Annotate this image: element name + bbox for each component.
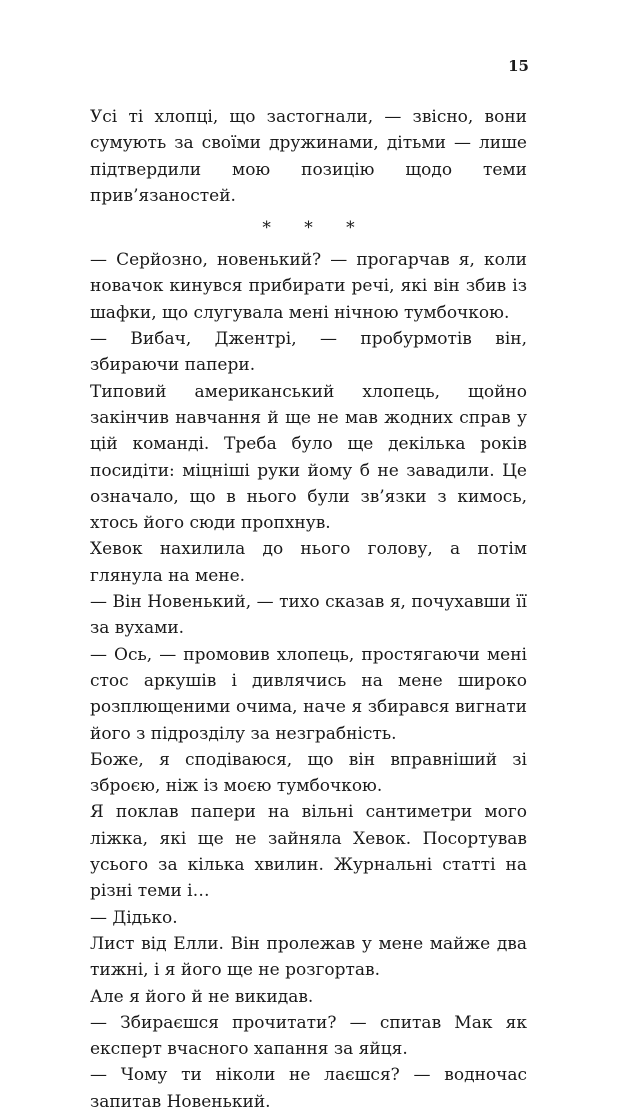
- paragraph: Усі ті хлопці, що застогнали, — звісно, вони сумують за своїми дружинами, дітьми — лише підтвердили мою позицію щодо теми прив’язаностей.: [90, 107, 527, 206]
- section-separator: * * *: [262, 218, 369, 239]
- paragraph: Хевок нахилила до нього голову, а потім глянула на мене.: [90, 539, 527, 586]
- body-text: [90, 104, 527, 1115]
- paragraph: Я поклав папери на вільні сантиметри мого ліжка, які ще не зайняла Хевок. Посортував усього за кілька хвилин. Журнальні статті на різні теми і…: [90, 802, 527, 902]
- paragraph: — Чому ти ніколи не лаєшся? — водночас запитав Новенький.: [90, 1065, 527, 1112]
- paragraph: Боже, я сподіваюся, що він вправніший зі зброєю, ніж із моєю тумбочкою.: [90, 749, 527, 797]
- paragraph: — Дідько.: [90, 907, 178, 928]
- paragraph: Типовий американський хлопець, щойно закінчив навчання й ще не мав жодних справ у цій команді. Треба було ще декілька років посидіти: міцніші руки йому б не завадили. Це означало, що в нього були зв’язки з кимось, хтось його сюди пропхнув.: [90, 381, 527, 534]
- paragraph: Але я його й не викидав.: [90, 986, 314, 1007]
- paragraph: Лист від Елли. Він пролежав у мене майже два тижні, і я його ще не розгортав.: [90, 933, 527, 981]
- paragraph: — Серйозно, новенький? — прогарчав я, коли новачок кинувся прибирати речі, які він збив із шафки, що слугувала мені нічною тумбочкою.: [90, 250, 527, 323]
- paragraph: — Ось, — промовив хлопець, простягаючи мені стос аркушів і дивлячись на мене широко розплющеними очима, наче я збирався вигнати його з підрозділу за незграбність.: [90, 644, 527, 744]
- paragraph: — Вибач, Джентрі, — пробурмотів він, збираючи папери.: [90, 329, 527, 376]
- paragraph: — Збираєшся прочитати? — спитав Мак як експерт вчасного хапання за яйця.: [90, 1012, 527, 1060]
- paragraph: — Він Новенький, — тихо сказав я, почухавши її за вухами.: [90, 592, 527, 639]
- page-number: 15: [508, 57, 529, 75]
